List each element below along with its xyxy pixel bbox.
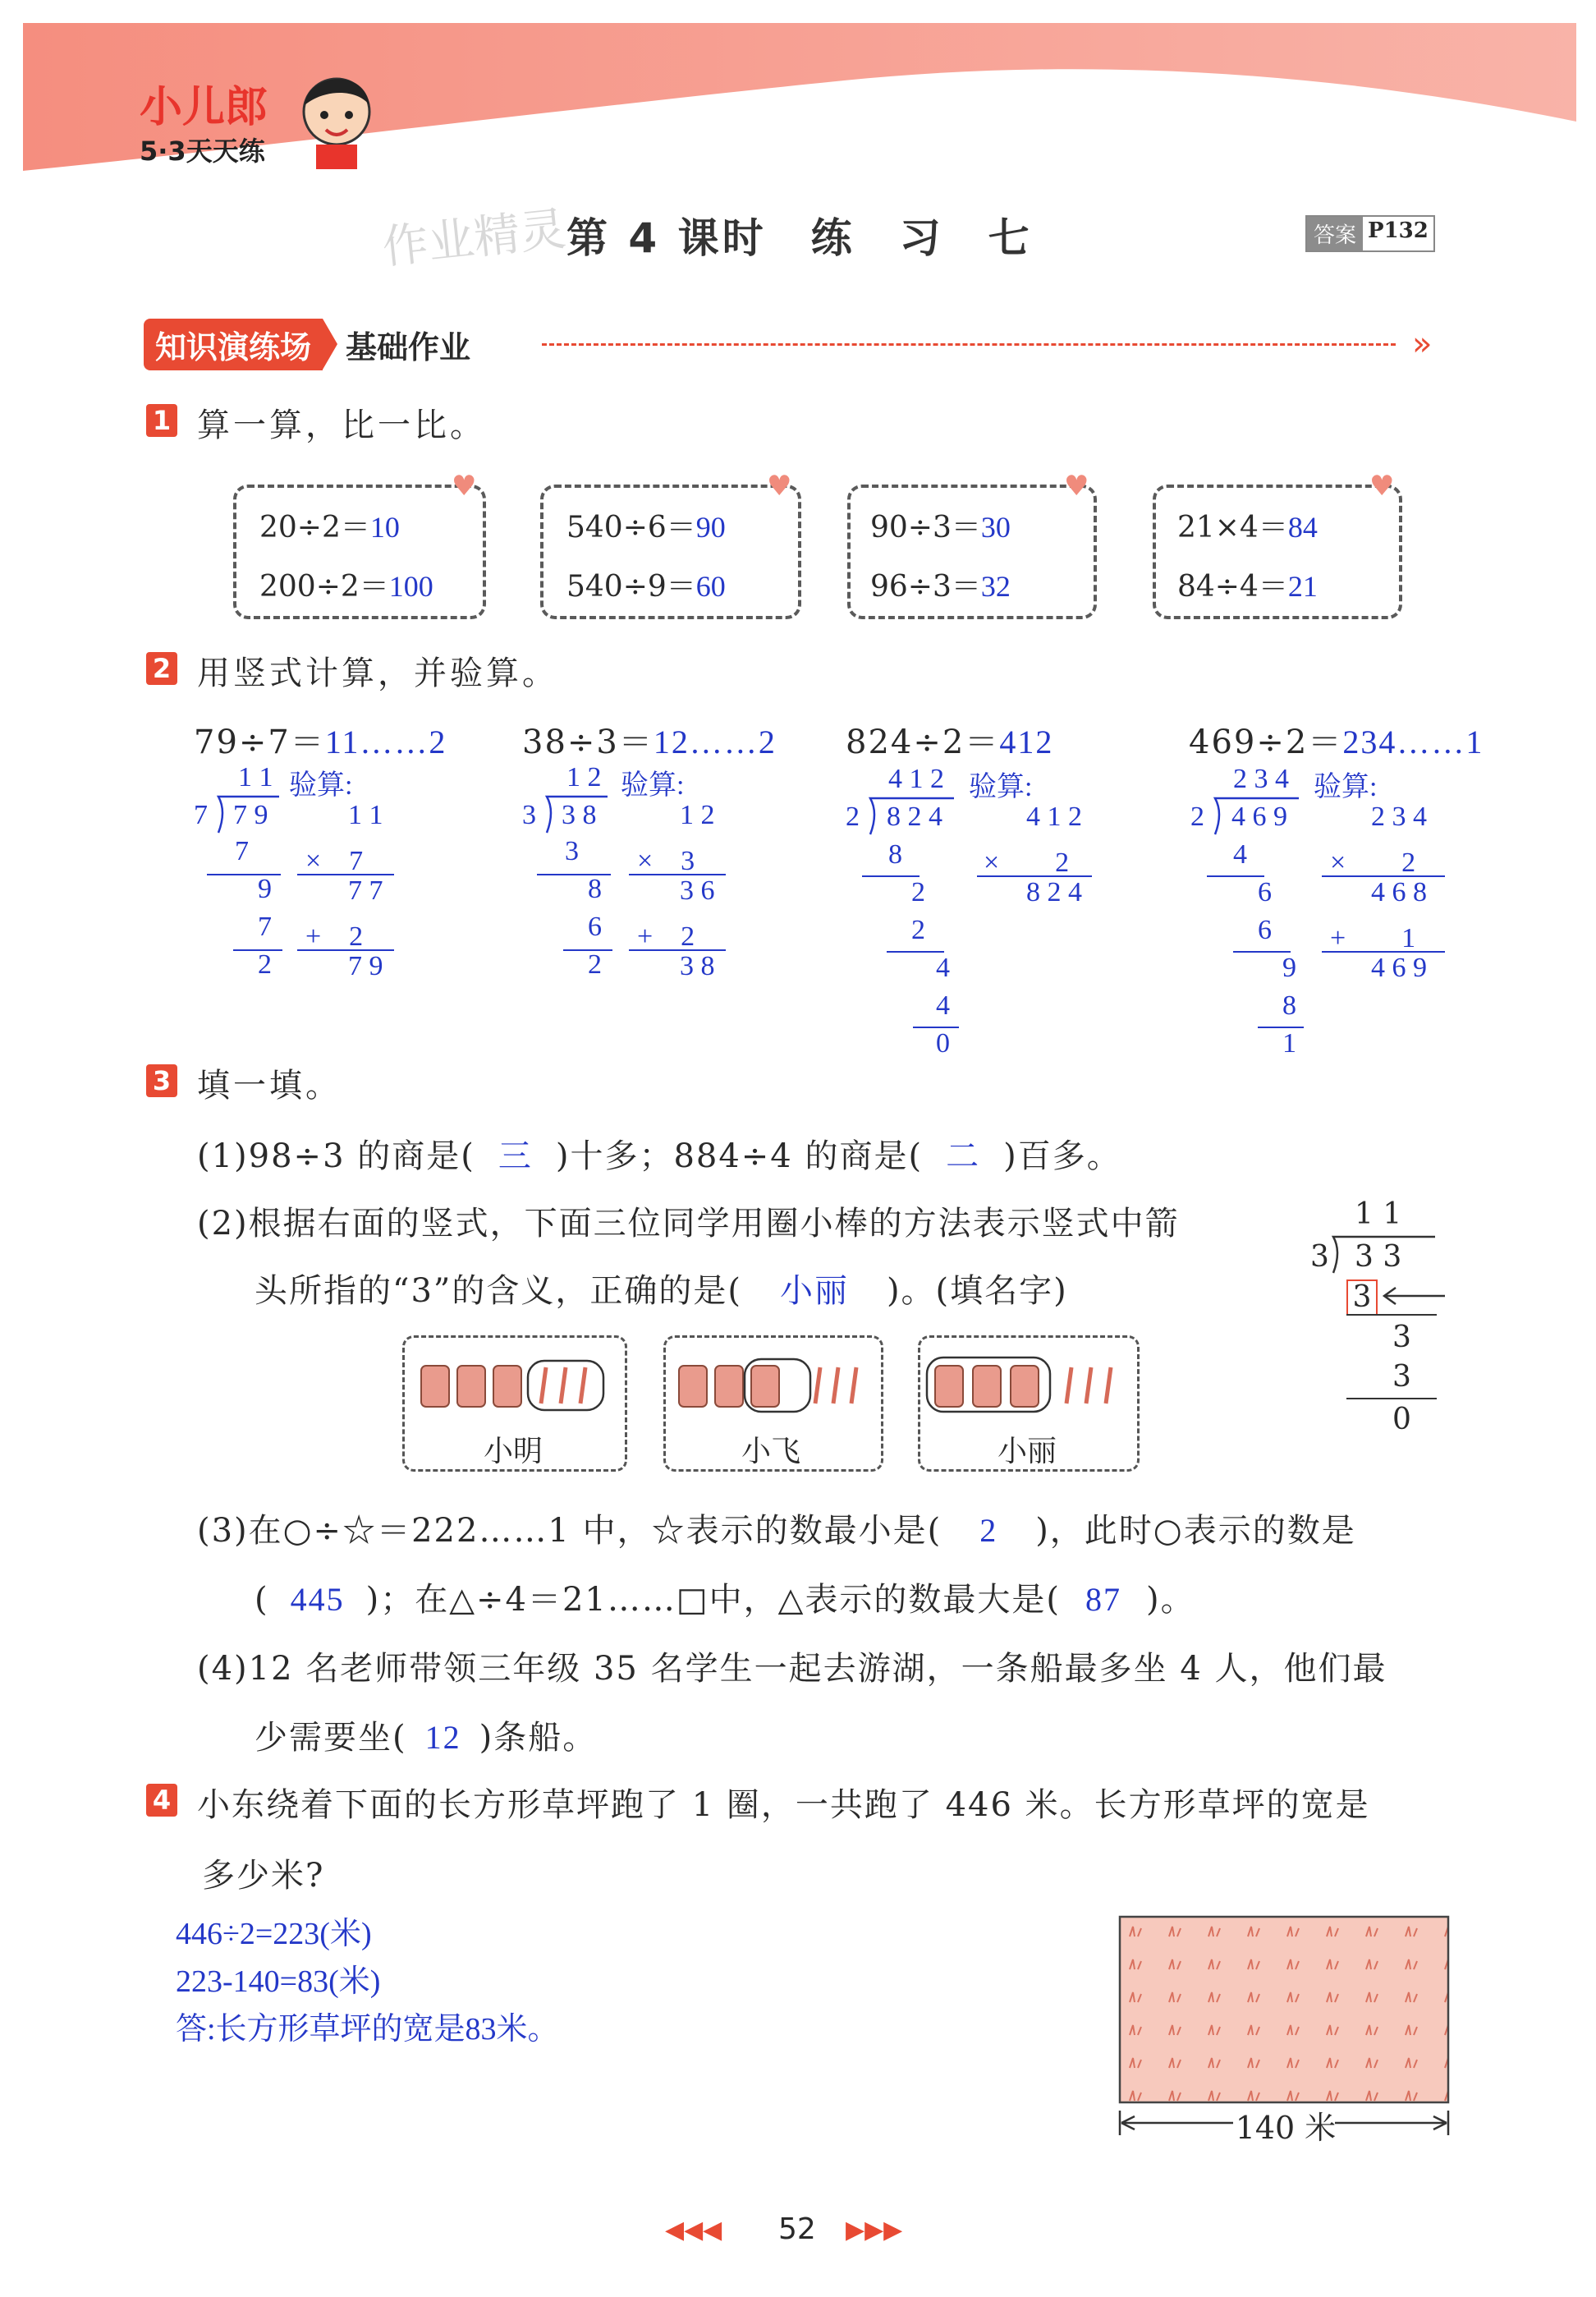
rule [1258,1027,1304,1028]
check-line: 1 1 [348,800,383,830]
q1-answer: 30 [980,511,1011,544]
heart-icon: ♥ [452,470,477,503]
quotient: 4 1 2 [888,764,944,794]
heart-icon: ♥ [1064,470,1089,503]
divisor: 2 [846,802,860,832]
q1-answer: 100 [388,570,433,603]
section-label: 知识演练场 [144,319,323,370]
step: 7 [235,836,249,866]
brand-sub: 5·3天天练 [140,136,265,167]
dividend: 7 9 [233,800,268,830]
section-divider [542,343,1396,346]
check-line: 3 6 [680,875,715,906]
next-page-icon[interactable]: ▶▶▶ [846,2216,903,2244]
chevron-right-icon: » [1412,325,1433,363]
check-line: × 7 [305,846,364,876]
check-label: 验算: [621,770,685,801]
arrow-left-icon [1381,1286,1447,1306]
check-line: 7 9 [348,951,383,981]
step: 2 [258,949,272,980]
divisor: 2 [1190,802,1204,832]
step: 8 [1282,990,1296,1021]
q1-answer: 32 [980,570,1011,603]
q4-prompt-line2: 多少米? [202,1857,325,1895]
q3-part-2-line2: 头所指的“3”的含义，正确的是( 小丽 )。(填名字) [255,1272,1068,1310]
check-label: 验算: [289,770,353,801]
section-sub: 基础作业 [346,328,471,365]
q1-answer: 10 [369,511,400,544]
pic-xiaofei [663,1335,883,1472]
q1-expr: 96÷3＝32 [870,570,1011,604]
quotient: 1 1 [238,762,273,792]
q1-expr: 540÷9＝60 [566,570,726,604]
sticks-icon [405,1343,625,1425]
step: 0 [936,1028,950,1059]
check-line: 4 6 9 [1371,953,1427,983]
answer-tag: 答案 [1307,217,1363,250]
brand-main: 小儿郎 [140,83,268,132]
check-line: × 3 [637,846,695,876]
step: 8 [588,874,602,904]
check-line: + 2 [305,921,364,952]
heart-icon: ♥ [1369,470,1395,503]
q1-answer: 90 [695,511,726,544]
step: 2 [911,877,925,907]
section-header [144,319,470,370]
check-line: × 2 [984,848,1070,878]
check-line: 7 7 [348,875,383,906]
q3-part-4-line1: (4)12 名老师带领三年级 35 名学生一起去游湖，一条船最多坐 4 人，他们最 [197,1650,1387,1688]
q1-number: 1 [146,404,177,437]
q1-expr: 90÷3＝30 [870,511,1011,544]
dividend: 4 6 9 [1231,802,1287,832]
q1-expr: 540÷6＝90 [566,511,726,544]
pic-xiaoli [918,1335,1140,1472]
q3-part-2-line1: (2)根据右面的竖式，下面三位同学用圈小棒的方法表示竖式中箭 [197,1205,1180,1243]
quotient: 2 3 4 [1233,764,1289,794]
q4-number: 4 [146,1784,177,1817]
step: 6 [588,912,602,942]
work-line: 446÷2=223(米) [176,1917,372,1951]
q1-expr: 21×4＝84 [1177,511,1318,544]
heart-icon: ♥ [767,470,792,503]
check-line: 2 3 4 [1371,802,1427,832]
step: 7 [258,912,272,942]
check-line: 8 2 4 [1026,877,1082,907]
step: 4 [1233,839,1247,870]
work-line: 223-140=83(米) [176,1964,381,1999]
rule [1346,1314,1437,1316]
sticks-icon [920,1343,1137,1425]
q1-answer: 84 [1287,511,1318,544]
check-line: 1 2 [680,800,715,830]
check-line: + 2 [637,921,695,952]
check-label: 验算: [969,772,1033,802]
kid-name: 小飞 [741,1435,801,1468]
q2-number: 2 [146,652,177,685]
step: 3 [1392,1321,1411,1354]
q2-problem-1: 79÷7＝11……2 [194,724,447,761]
dividend: 3 3 [1355,1240,1402,1274]
page-number: 52 [778,2212,816,2246]
quotient: 1 2 [566,762,602,792]
q2-problem-4: 469÷2＝234……1 [1189,724,1484,761]
q1-expr: 200÷2＝100 [259,570,433,604]
q1-expr: 84÷4＝21 [1177,570,1318,604]
step: 8 [888,839,902,870]
q2-prompt: 用竖式计算，并验算。 [197,655,558,692]
answer-page: P132 [1368,218,1429,243]
q3-part-3-line2: ( 445 )；在△÷4＝21……□中，△表示的数最大是( 87 )。 [255,1581,1195,1619]
dividend: 8 2 4 [887,802,942,832]
q4-prompt-line1: 小东绕着下面的长方形草坪跑了 1 圈，一共跑了 446 米。长方形草坪的宽是 [197,1786,1370,1824]
divisor: 3 [1310,1240,1329,1274]
prev-page-icon[interactable]: ◀◀◀ [665,2216,722,2244]
rule [1346,1398,1437,1399]
brand-logo [140,72,268,168]
rule [1207,875,1264,877]
mascot-icon [291,64,382,171]
q1-expr: 20÷2＝10 [259,511,400,544]
step: 6 [1258,877,1272,907]
work-line: 答:长方形草坪的宽是83米。 [176,2012,559,2047]
lawn-rectangle [1118,1915,1452,2116]
step: 1 [1282,1028,1296,1059]
page-title: 第 4 课时 练 习 七 [566,214,1033,262]
sticks-icon [666,1343,881,1425]
q1-answer: 60 [695,570,726,603]
highlighted-digit: 3 [1346,1279,1378,1316]
q3-part-4-line2: 少需要坐( 12 )条船。 [255,1719,598,1757]
length-label: 140 米 [1235,2110,1337,2146]
check-line: + 1 [1330,923,1416,953]
step: 4 [936,953,950,983]
q2-problem-3: 824÷2＝412 [846,724,1054,761]
check-line: × 2 [1330,848,1416,878]
q3-number: 3 [146,1064,177,1097]
q1-prompt: 算一算，比一比。 [197,407,486,444]
check-line: 4 1 2 [1026,802,1082,832]
q1-answer: 21 [1287,570,1318,603]
q3-part-1: (1)98÷3 的商是( 三 )十多；884÷4 的商是( 二 )百多。 [197,1137,1121,1175]
q3-vertical: 1 1 [1355,1197,1402,1231]
kid-name: 小明 [484,1435,543,1468]
divisor: 7 [194,800,208,830]
step: 3 [1392,1360,1411,1394]
q3-prompt: 填一填。 [197,1067,342,1105]
pic-xiaoming [402,1335,627,1472]
step: 0 [1392,1403,1411,1436]
check-label: 验算: [1314,772,1378,802]
step: 9 [1282,953,1296,983]
answer-ref [1305,215,1435,252]
step: 4 [936,990,950,1021]
check-line: 3 8 [680,951,715,981]
divisor: 3 [522,800,536,830]
step: 9 [258,874,272,904]
check-line: 4 6 8 [1371,877,1427,907]
q4-work [176,1910,559,2053]
q3-part-3-line1: (3)在○÷☆＝222……1 中，☆表示的数最小是( 2 )，此时○表示的数是 [197,1512,1356,1550]
step: 3 [565,836,579,866]
step: 6 [1258,915,1272,945]
kid-name: 小丽 [998,1435,1057,1468]
dividend: 3 8 [562,800,597,830]
q2-problem-2: 38÷3＝12……2 [522,724,777,761]
step: 2 [588,949,602,980]
step: 2 [911,915,925,945]
watermark: 作业精灵 [379,202,569,275]
